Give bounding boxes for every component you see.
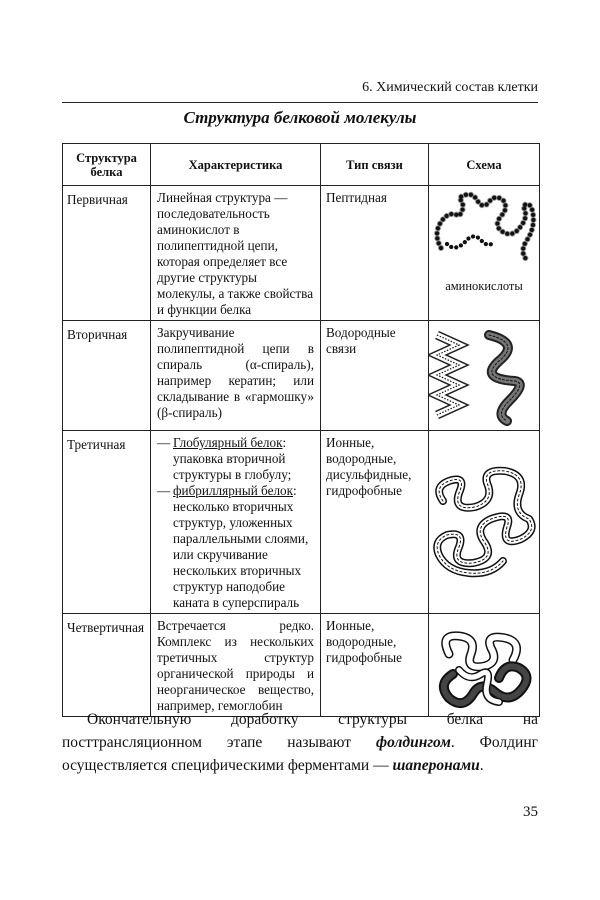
term-chaperones: шаперонами [392, 757, 480, 774]
table-row [63, 614, 540, 717]
body-paragraph: Окончательную доработку структуры белка на посттрансляционном этапе называют фолдингом. Фолдинг осуществляется специфическими ферментами — шаперонами. [62, 711, 538, 774]
header-bond-type: Тип связи [321, 144, 429, 186]
page-number: 35 [523, 804, 538, 820]
cell-structure: Третичная [63, 431, 151, 614]
cell-characteristic: Линейная структура — последовательность аминокислот в полипептидной цепи, которая определяет все другие структуры молекулы, а также свойства и функции белка [151, 186, 321, 321]
table-title: Структура белковой молекулы [183, 108, 417, 127]
list-item: — фибриллярный белок: несколько вторичных структур, уложенных параллельными слоями, или скручивание нескольких вторичных структур наподобие каната в суперспираль [157, 483, 309, 610]
cell-characteristic [151, 431, 321, 614]
amino-acid-chain-icon [429, 186, 539, 286]
cell-bond: Водородные связи [321, 321, 429, 431]
term-globular: Глобулярный белок [173, 435, 283, 450]
table-row [63, 431, 540, 614]
helix-and-pleated-sheet-icon [429, 321, 539, 429]
table-row [63, 186, 540, 321]
quaternary-complex-icon [429, 614, 539, 714]
header-structure: Структура белка [63, 144, 151, 186]
cell-characteristic: Встречается редко. Комплекс из нескольких третичных структур органической природы и неорганическое вещество, например, гемоглобин [151, 614, 321, 717]
table-header-row [63, 144, 540, 186]
header-characteristic: Характеристика [151, 144, 321, 186]
cell-structure: Четвертичная [63, 614, 151, 717]
cell-bond: Пептидная [321, 186, 429, 321]
table-row [63, 321, 540, 431]
protein-structure-table [62, 143, 540, 717]
cell-scheme [429, 186, 540, 321]
cell-structure: Вторичная [63, 321, 151, 431]
cell-scheme [429, 321, 540, 431]
cell-characteristic: Закручивание полипептидной цепи в спираль (α-спираль), например кератин; или складывание в «гармошку» (β-спираль) [151, 321, 321, 431]
cell-scheme [429, 614, 540, 717]
tertiary-fold-icon [429, 431, 539, 611]
term-folding: фолдингом [375, 734, 451, 751]
cell-bond: Ионные, водородные, дисульфидные, гидрофобные [321, 431, 429, 614]
header-scheme: Схема [429, 144, 540, 186]
cell-scheme [429, 431, 540, 614]
running-header [62, 78, 538, 103]
cell-bond: Ионные, водородные, гидрофобные [321, 614, 429, 717]
running-title: 6. Химический состав клетки [362, 80, 538, 95]
term-fibrillar: фибриллярный белок [173, 483, 294, 498]
list-item: — Глобулярный белок: упаковка вторичной структуры в глобулу; [157, 435, 292, 482]
cell-structure: Первичная [63, 186, 151, 321]
scheme-caption: аминокислоты [445, 279, 523, 293]
